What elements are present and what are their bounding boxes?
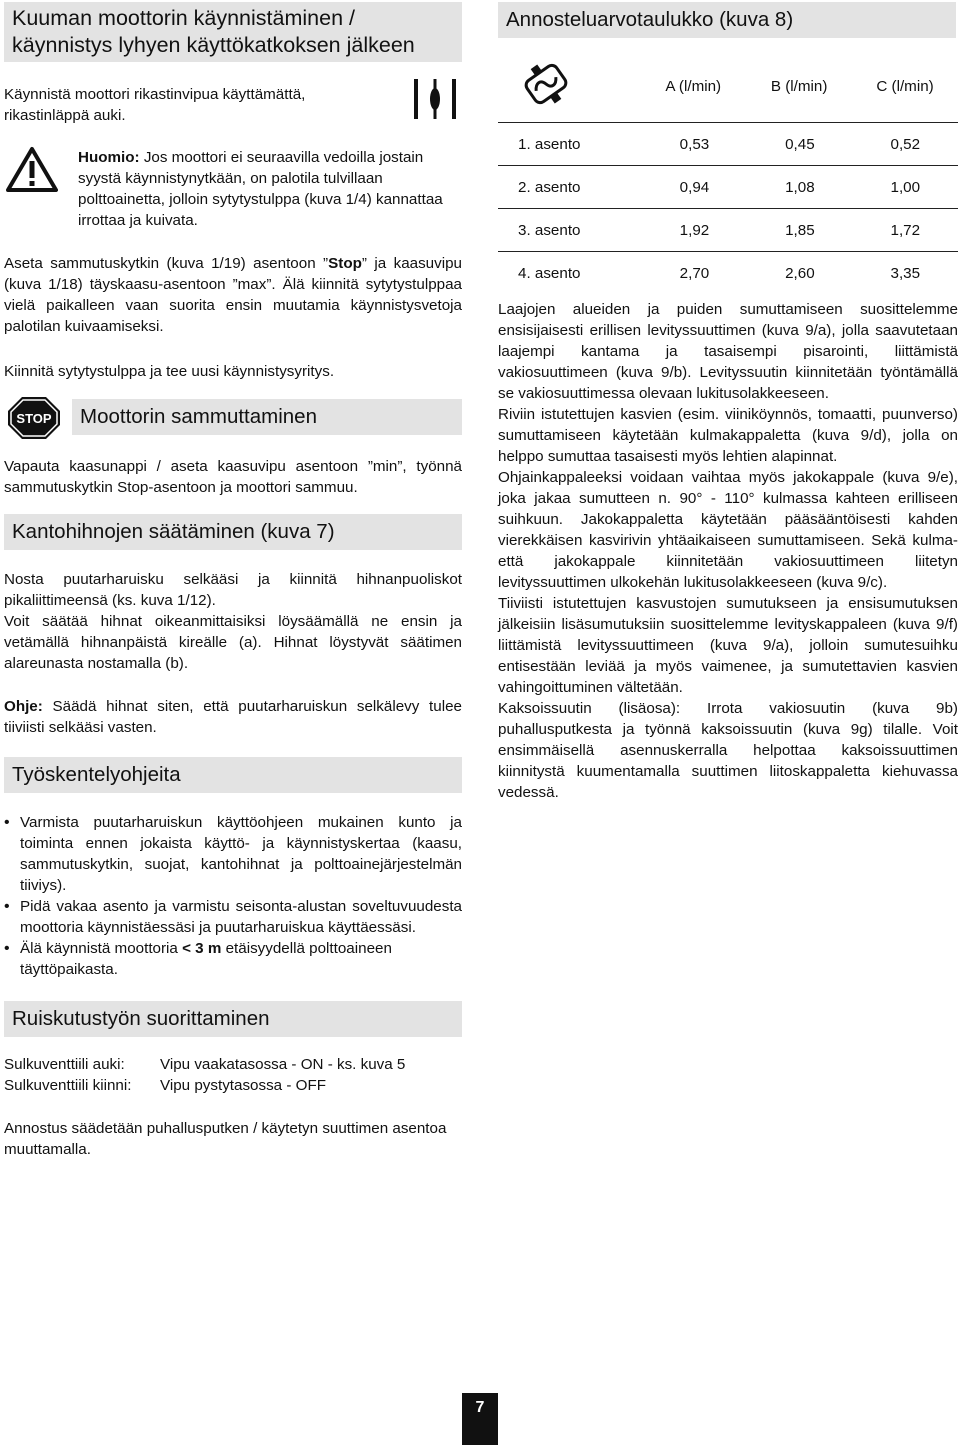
list-item: • Varmista puutarharuiskun käyttöohjeen mukainen kunto ja toiminta ennen jokaista käyttö- ja käynnistyskertaa (kaasu, sammutuskytkin, suojat, kantohihnat ja polttoainejärjestelmän tiiviys). [4,812,462,896]
nozzle-paragraph: Ohjainkappaleeksi voidaan vaihtaa myös jakokappale (kuva 9/e), joka jakaa sumutteen n. 90° - 110° kulmassa kahteen erilliseen suihkuun. Jakokappaletta käytetään pääsääntöisesti kahden vierekkäisen kasvirivin yhtäaikaiseen sumuttamiseen. Sekä kulma- että jakokappale kiinnitetään vakiosuuttimeen liitetyn levityssuuttimen ulkokehän lukitusolakkeeseen (kuva 9/c). [498,469,958,591]
list-item: • Pidä vakaa asento ja varmistu seisonta-alustan soveltuvuudesta moottoria käynnistäessäsi ja puutarharuiskua käyttäessäsi. [4,896,462,938]
table-cell: 3,35 [890,264,921,282]
table-cell: 1,72 [890,221,921,239]
stop-sign-text: STOP [16,411,52,426]
dosage-table [498,50,958,294]
nozzle-paragraph: Kaksoissuutin (lisäosa): Irrota vakiosuutin (kuva 9b) puhallusputkesta ja työnnä kaksoissuutin (kuva 9g) tilalle. Voit ensimmäisellä asennuskerralla helpottaa kaksoissuuttimen kiinnitystä kuumentamalla suuttimen liitoskappaletta kiehuvassa vedessä. [498,700,958,801]
valve-table [4,1054,462,1096]
nozzle-paragraph: Riviin istutettujen kasvien (esim. viiniköynnös, tomaatti, puunverso) sumuttamiseen käytetään kulmakappaletta (kuva 9/d), jolla on helppo sumuttaa tasaisesti myös lehtien alapinnat. [498,406,958,465]
table-cell: 2,70 [679,264,710,282]
valve-row-open [4,1054,462,1075]
valve-open-value: Vipu vaakatasossa - ON - ks. kuva 5 [160,1056,406,1073]
table-cell: 0,45 [785,135,815,153]
hot-start-text: Käynnistä moottori rikastinvipua käyttämättä, rikastinläppä auki. [4,86,306,124]
heading-hot-start: Kuuman moottorin käynnistäminen / käynnistys lyhyen käyttökatkoksen jälkeen [4,2,462,62]
warning-text: Jos moottori ei seuraavilla vedoilla jostain syystä käynnistynytkään, on palotila tulvillaan polttoainetta, jolloin sytytystulppa (kuva 1/4) kannattaa irrottaa ja kuivata. [78,149,443,229]
table-cell: 2,60 [785,264,815,282]
table-cell: 1,00 [890,178,921,196]
table-cell: 3. asento [518,221,581,239]
table-row [498,123,958,166]
tip-text: Säädä hihnat siten, että puutarharuiskun selkälevy tulee tiiviisti selkääsi vasten. [4,698,462,736]
table-cell: 0,52 [890,135,921,153]
table-cell: 0,53 [679,135,710,153]
distance-bold: < 3 m [182,940,222,957]
straps-text-1: Nosta puutarharuisku selkääsi ja kiinnitä hihnanpuoliskot pikaliittimeensä (ks. kuva 1/12). [4,571,462,609]
valve-closed-label: Sulkuventtiili kiinni: [4,1077,132,1094]
warning-triangle-icon [6,146,58,197]
table-cell: 1. asento [518,135,581,153]
valve-closed-value: Vipu pystytasossa - OFF [160,1077,326,1094]
nozzle-header-cell [498,59,640,113]
heading-spraying: Ruiskutustyön suorittaminen [4,1001,462,1037]
tip-label: Ohje: [4,698,43,715]
table-row [498,252,958,294]
nozzle-instructions [498,299,958,803]
warning-label: Huomio: [78,149,140,166]
table-header-c: C (l/min) [876,77,934,95]
text-segment: Älä käynnistä moottoria [20,940,183,957]
warning-paragraph [78,147,466,231]
choke-open-icon [410,74,460,129]
table-cell: 1,85 [785,221,815,239]
table-cell: 4. asento [518,264,581,282]
table-cell: 0,94 [679,178,710,196]
table-cell: 1,92 [679,221,710,239]
stop-sign-icon [6,395,62,446]
engine-stop-text: Vapauta kaasunappi / aseta kaasuvipu asentoon ”min”, työnnä sammutuskytkin Stop-asentoon ja moottori sammuu. [4,458,462,496]
stop-bold: Stop [328,255,362,272]
heading-work-instructions: Työskentelyohjeita [4,757,462,793]
table-cell: 2. asento [518,178,581,196]
text-segment: ” ja kaasuvipu (kuva 1/18) täyskaasu-asentoon ”max”. Älä kiinnitä sytytystulppaa vielä paikalleen vaan suorita ensin muutamia käynnistysvetoja palotilan kuivaamiseksi. [4,255,462,335]
heading-engine-stop: Moottorin sammuttaminen [72,399,462,435]
table-row [498,209,958,252]
table-header-b: B (l/min) [770,77,828,95]
valve-row-closed [4,1075,462,1096]
heading-straps: Kantohihnojen säätäminen (kuva 7) [4,514,462,550]
stop-switch-paragraph [4,253,462,337]
work-instructions-list [4,812,462,980]
table-row [498,166,958,209]
table-header-a: A (l/min) [665,77,722,95]
list-item [4,938,462,980]
text-segment: etäisyydellä polttoaineen täyttöpaikasta. [20,940,392,978]
dosage-text: Annostus säädetään puhallusputken / käytetyn suuttimen asentoa muuttamalla. [4,1120,447,1158]
heading-dosage-table: Annosteluarvotaulukko (kuva 8) [498,2,956,38]
straps-tip [4,696,462,738]
nozzle-icon [516,96,576,113]
table-cell: 1,08 [785,178,815,196]
table-header-row [498,50,958,123]
page-number: 7 [462,1393,498,1445]
valve-open-label: Sulkuventtiili auki: [4,1056,125,1073]
nozzle-paragraph: Laajojen alueiden ja puiden sumuttamiseen suosittelemme ensisijaisesti erillisen levityssuuttimen (kuva 9/a), jolla saavutetaan laajempi kantama ja tasaisempi pisarointi, liittämistä vakiosuuttimeen (kuva 9/b). Levityssuutin kiinnitetään työntämällä se vakiosuuttimessa olevaan lukitusolakkeeseen. [498,301,958,402]
retry-text: Kiinnitä sytytystulppa ja tee uusi käynnistysyritys. [4,363,335,380]
nozzle-paragraph: Tiiviisti istutettujen kasvustojen sumutukseen ja ensisumutuksen jälkeisiin lisäsumutuksiin suosittelemme levityskappaleen (kuva 9/f) liittämistä levityssuuttimeen (kuva 9/a), jolloin sumutesuihku entisestään leviää ja myös vaimenee, ja sumutettavien kasvien vahingoittuminen vältetään. [498,595,958,696]
text-segment: Aseta sammutuskytkin (kuva 1/19) asentoon ” [4,255,329,272]
straps-text-2: Voit säätää hihnat oikeanmittaisiksi löysäämällä ne ensin ja vetämällä hihnanpäistä kireälle (a). Hihnat löystyvät säätimen alareunasta nostamalla (b). [4,613,462,672]
